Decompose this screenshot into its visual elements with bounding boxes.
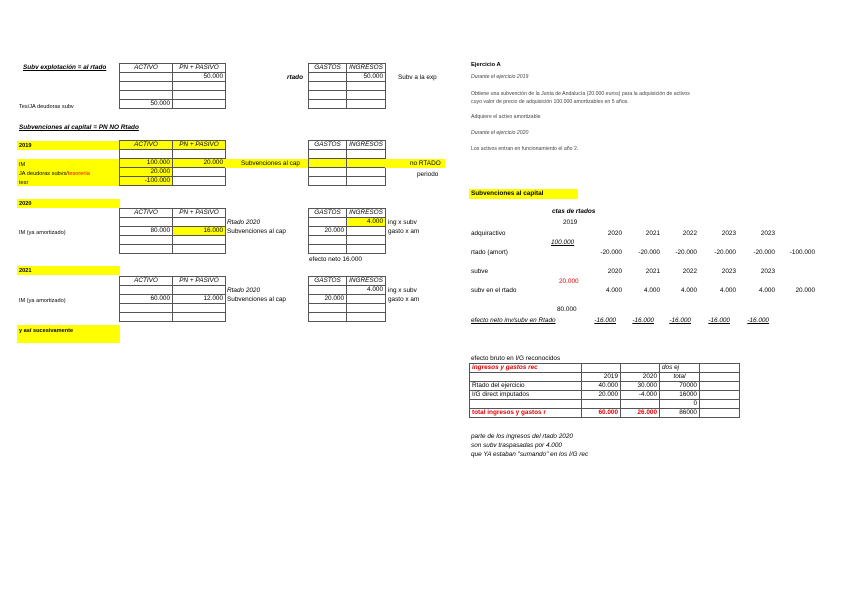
rtado-label: rtado — [287, 74, 303, 81]
row-tesr: tesr — [19, 180, 29, 186]
cell-value: 50.000 — [120, 100, 173, 109]
year-col: 2023 — [760, 268, 775, 275]
ejercicio-line: Los activos entran en funcionamiento el año 2. — [471, 146, 579, 152]
header-gastos: GASTOS — [309, 141, 347, 150]
s2-2021-asset-table — [119, 276, 226, 322]
periodo-label: periodo — [417, 171, 439, 178]
cell-value: 30.000 — [621, 382, 660, 391]
note-line: que YA estaban "sumando" en los I/G rec — [471, 451, 589, 458]
header-activo: ACTIVO — [120, 277, 173, 286]
efecto-neto-label: efecto neto inv/subv en Rtado — [471, 317, 556, 324]
cell-value: -20.000 — [675, 249, 697, 256]
ejercicio-title: Ejercicio A — [471, 62, 501, 68]
efecto-neto-label: efecto neto 16.000 — [309, 256, 362, 263]
gasto-x-am-label: gasto x am — [388, 228, 420, 235]
header-pn-pasivo: PN + PASIVO — [173, 64, 226, 73]
year-col: 2023 — [721, 268, 736, 275]
cell-value: 12.000 — [173, 295, 226, 304]
no-rtado-label: no RTADO — [410, 160, 441, 167]
cell-value: 4.000 — [681, 287, 697, 294]
year-col: 2022 — [682, 268, 697, 275]
highlight-band — [17, 199, 120, 208]
cell-value: 16000 — [660, 391, 700, 400]
header-pn-pasivo: PN + PASIVO — [173, 141, 226, 150]
highlight-band — [17, 266, 120, 275]
total-row-label: total ingresos y gastos r — [470, 409, 582, 418]
row-im-amortizado: IM (ya amortizado) — [19, 298, 66, 304]
cell-value: 50.000 — [173, 73, 226, 82]
cell-value: 20.000 — [309, 295, 347, 304]
subv-cap-label: Subvenciones al cap — [227, 228, 286, 235]
cell-value: -20.000 — [714, 249, 736, 256]
year-col: 2020 — [607, 230, 622, 237]
ejercicio-line: Durante el ejercicio 2019 — [471, 74, 529, 80]
row-subv-rtado: subv en el rtado — [471, 287, 517, 294]
header-gastos: GASTOS — [309, 277, 347, 286]
cell-value: 16.000 — [173, 227, 226, 236]
cell-value: 4.000 — [720, 287, 736, 294]
cell-value: -4.000 — [621, 391, 660, 400]
s2-2019-ig-table — [308, 140, 386, 186]
value-80000: 80.000 — [557, 306, 577, 313]
header-ingresos: INGRESOS — [347, 277, 386, 286]
year-col: 2023 — [721, 230, 736, 237]
row-im-amortizado: IM (ya amortizado) — [19, 230, 66, 236]
cell-value: 4.000 — [347, 218, 386, 227]
cell-value: -20.000 — [600, 249, 622, 256]
cell-value: -16.000 — [669, 317, 691, 324]
cell-value: 4.000 — [606, 287, 622, 294]
header-activo: ACTIVO — [120, 141, 173, 150]
subv-cap-label: Subvenciones al cap — [241, 160, 300, 167]
subve-20000: 20.000 — [559, 278, 579, 285]
s2-2020-ig-table — [308, 208, 386, 254]
cell-value: 20.000 — [173, 159, 226, 168]
year-2019-label: 2019 — [19, 143, 32, 149]
subv-capital-title: Subvenciones al capital = PN NO Rtado — [19, 124, 139, 131]
cell-value: 60.000 — [582, 409, 621, 418]
cell-value: 20.000 — [309, 227, 347, 236]
rtado-2020-label: Rtado 2020 — [227, 219, 261, 226]
cell-value: 0 — [660, 400, 700, 409]
ejercicio-line: Obtiene una subvención de la Junta de Andalucía (20.000 euros) para la adquisición de activos — [471, 91, 690, 97]
year-col: 2019 — [582, 373, 621, 382]
cell-value: 80.000 — [120, 227, 173, 236]
header-gastos: GASTOS — [309, 64, 347, 73]
cell-total: -100.000 — [789, 249, 815, 256]
s1-ig-table — [308, 63, 386, 109]
value-100000: 100.000 — [551, 239, 575, 246]
ejercicio-line: cuyo valor de precio de adquisición 100.000 amortizables en 5 años. — [471, 99, 629, 105]
row-rtado-amort: rtado (amort) — [471, 249, 508, 256]
note-line: son subv traspasadas por 4.000 — [471, 442, 562, 449]
sucesivamente-label: y así sucesivamente — [19, 328, 74, 334]
header-pn-pasivo: PN + PASIVO — [173, 209, 226, 218]
cell-value: 86000 — [660, 409, 700, 418]
highlight-band — [17, 141, 120, 150]
cell-value: -16.000 — [747, 317, 769, 324]
cell-value: -20.000 — [753, 249, 775, 256]
cell-total: 20.000 — [795, 287, 815, 294]
dos-ej-header: dos ej — [660, 364, 700, 373]
efecto-bruto-title: efecto bruto en I/G reconocidos — [471, 355, 561, 362]
subv-cap-label: Subvenciones al cap — [227, 296, 286, 303]
cell-value: 4.000 — [759, 287, 775, 294]
gasto-x-am-label: gasto x am — [388, 296, 420, 303]
cell-value: 4.000 — [347, 286, 386, 295]
tes-ja-deudoras-label: Tes/JA deudoras subv — [19, 104, 74, 110]
row-im: IM — [19, 162, 26, 168]
year-2021-label: 2021 — [19, 268, 32, 274]
ejercicio-line: Durante el ejercicio 2020 — [471, 130, 529, 136]
header-pn-pasivo: PN + PASIVO — [173, 277, 226, 286]
cell-value: -16.000 — [594, 317, 616, 324]
ejercicio-line: Adquiere el activo amortizable — [471, 114, 541, 120]
cell-value: -100.000 — [120, 177, 173, 186]
ctas-rtados-label: ctas de rtados — [552, 208, 596, 215]
total-header: total — [660, 373, 700, 382]
year-col: 2020 — [607, 268, 622, 275]
cell-value: -16.000 — [708, 317, 730, 324]
row-ja-deudoras: JA deudoras subvs/tesorería — [19, 171, 90, 177]
year-2019-label: 2019 — [563, 219, 578, 226]
year-col: 2022 — [682, 230, 697, 237]
ingresos-gastos-header: ingresos y gastos rec — [470, 364, 582, 373]
header-ingresos: INGRESOS — [347, 64, 386, 73]
efecto-bruto-table — [469, 363, 740, 418]
row-subve: subve — [471, 268, 489, 275]
s1-asset-table — [119, 63, 226, 109]
s2-2020-asset-table — [119, 208, 226, 254]
subv-a-la-exp-label: Subv a la exp — [398, 74, 437, 81]
cell-value: -20.000 — [638, 249, 660, 256]
cell-value: 100.000 — [120, 159, 173, 168]
cell-value: 70000 — [660, 382, 700, 391]
subv-explotacion-title: Subv explotación = al rtado — [23, 64, 107, 71]
row-adquiractivo: adquiractivo — [471, 230, 506, 237]
header-activo: ACTIVO — [120, 209, 173, 218]
s2-2021-ig-table — [308, 276, 386, 322]
row-label: Rtado del ejercicio — [470, 382, 582, 391]
header-gastos: GASTOS — [309, 209, 347, 218]
year-col: 2021 — [645, 230, 660, 237]
note-line: parte de los ingresos del rtado 2020 — [471, 433, 573, 440]
cell-value: 50.000 — [347, 73, 386, 82]
cell-value: 20.000 — [582, 391, 621, 400]
year-col: 2020 — [621, 373, 660, 382]
year-col: 2023 — [760, 230, 775, 237]
cell-value: 40.000 — [582, 382, 621, 391]
header-ingresos: INGRESOS — [347, 141, 386, 150]
rtado-2020-label: Rtado 2020 — [227, 287, 261, 294]
cell-value: 60.000 — [120, 295, 173, 304]
cell-value: 4.000 — [644, 287, 660, 294]
cell-value: 26.000 — [621, 409, 660, 418]
s2-2019-asset-table — [119, 140, 226, 186]
header-activo: ACTIVO — [120, 64, 173, 73]
header-ingresos: INGRESOS — [347, 209, 386, 218]
cell-value: 20.000 — [120, 168, 173, 177]
year-col: 2021 — [645, 268, 660, 275]
subv-capital-schedule-title: Subvenciones al capital — [471, 190, 544, 197]
ing-x-subv-label: ing x subv — [388, 287, 417, 294]
row-label: I/G direct imputados — [470, 391, 582, 400]
ing-x-subv-label: ing x subv — [388, 219, 417, 226]
cell-value: -16.000 — [632, 317, 654, 324]
year-2020-label: 2020 — [19, 201, 32, 207]
